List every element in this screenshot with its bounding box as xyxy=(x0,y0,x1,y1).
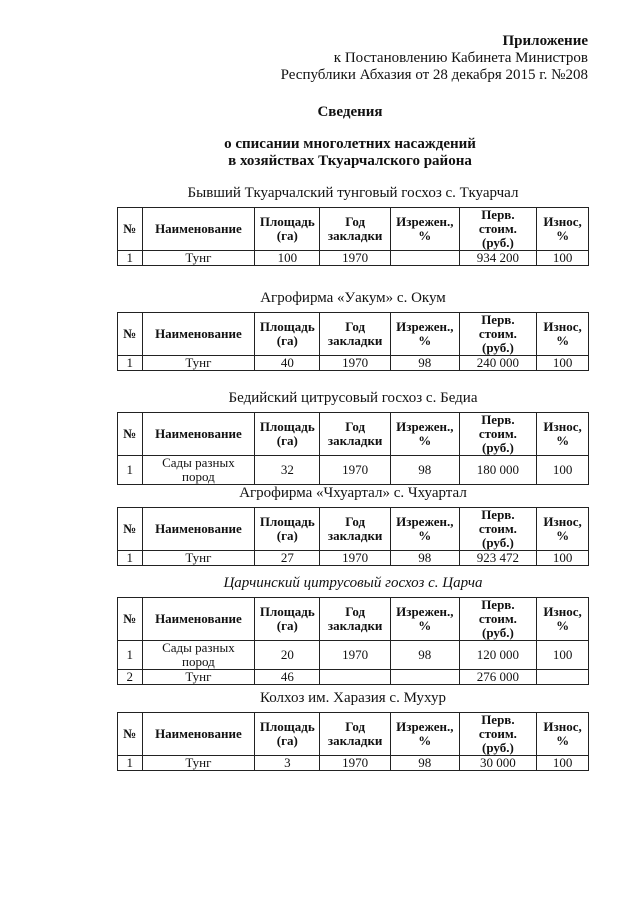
column-header: Износ, % xyxy=(537,508,589,551)
table-header-row xyxy=(118,598,589,641)
column-header: Наименование xyxy=(142,598,255,641)
column-header: Площадь (га) xyxy=(255,413,320,456)
table-cell: 1970 xyxy=(320,251,391,266)
document-title: Сведения xyxy=(317,104,383,120)
column-header: № xyxy=(118,508,143,551)
column-header: Наименование xyxy=(142,208,255,251)
table-cell: 100 xyxy=(537,356,589,371)
farm-title: Колхоз им. Харазия с. Мухур xyxy=(260,690,446,706)
column-header: Площадь (га) xyxy=(255,713,320,756)
table-cell: 100 xyxy=(255,251,320,266)
table-header-row xyxy=(118,208,589,251)
table-cell: 46 xyxy=(255,670,320,685)
column-header: Год закладки xyxy=(320,313,391,356)
column-header: Перв. стоим. (руб.) xyxy=(459,313,537,356)
table-cell: 20 xyxy=(255,641,320,670)
column-header: Год закладки xyxy=(320,508,391,551)
farm-section xyxy=(117,390,589,485)
farm-title: Агрофирма «Чхуартал» с. Чхуартал xyxy=(239,485,467,501)
farm-title: Агрофирма «Уакум» с. Окум xyxy=(260,290,446,306)
farm-section xyxy=(117,575,589,685)
column-header: Перв. стоим. (руб.) xyxy=(459,413,537,456)
table-cell: 276 000 xyxy=(459,670,537,685)
column-header: Площадь (га) xyxy=(255,208,320,251)
table-cell: 240 000 xyxy=(459,356,537,371)
table-cell: 1970 xyxy=(320,456,391,485)
table-cell: 98 xyxy=(391,551,460,566)
table-cell: 180 000 xyxy=(459,456,537,485)
table-cell: 1 xyxy=(118,456,143,485)
table-row xyxy=(118,251,589,266)
column-header: Перв. стоим. (руб.) xyxy=(459,713,537,756)
column-header: Износ, % xyxy=(537,598,589,641)
table-cell: 100 xyxy=(537,756,589,771)
table-cell: 1970 xyxy=(320,756,391,771)
plantings-table xyxy=(117,412,589,485)
column-header: Наименование xyxy=(142,508,255,551)
column-header: Год закладки xyxy=(320,208,391,251)
column-header: Изрежен., % xyxy=(391,508,460,551)
table-cell: Тунг xyxy=(142,670,255,685)
column-header: № xyxy=(118,713,143,756)
table-cell xyxy=(537,670,589,685)
table-cell: 120 000 xyxy=(459,641,537,670)
table-cell: 1 xyxy=(118,551,143,566)
column-header: № xyxy=(118,208,143,251)
table-cell: 1 xyxy=(118,756,143,771)
table-row xyxy=(118,551,589,566)
plantings-table xyxy=(117,207,589,266)
table-cell: 100 xyxy=(537,456,589,485)
column-header: Изрежен., % xyxy=(391,713,460,756)
table-cell: 40 xyxy=(255,356,320,371)
column-header: № xyxy=(118,413,143,456)
table-cell: 98 xyxy=(391,641,460,670)
table-cell: 1 xyxy=(118,641,143,670)
column-header: Наименование xyxy=(142,413,255,456)
table-cell xyxy=(391,670,460,685)
farm-title: Бедийский цитрусовый госхоз с. Бедиа xyxy=(228,390,478,406)
table-cell: 27 xyxy=(255,551,320,566)
farm-title: Бывший Ткуарчалский тунговый госхоз с. Ткуарчал xyxy=(187,185,519,201)
column-header: Изрежен., % xyxy=(391,208,460,251)
table-cell: 98 xyxy=(391,356,460,371)
table-header-row xyxy=(118,508,589,551)
column-header: Износ, % xyxy=(537,713,589,756)
table-row xyxy=(118,356,589,371)
table-row xyxy=(118,670,589,685)
appendix-label: Приложение xyxy=(502,33,588,49)
farm-section xyxy=(117,290,589,371)
table-cell: 3 xyxy=(255,756,320,771)
table-cell: 1970 xyxy=(320,641,391,670)
table-cell: 100 xyxy=(537,551,589,566)
column-header: Год закладки xyxy=(320,598,391,641)
column-header: Год закладки xyxy=(320,713,391,756)
table-cell: 30 000 xyxy=(459,756,537,771)
column-header: Площадь (га) xyxy=(255,508,320,551)
column-header: Изрежен., % xyxy=(391,313,460,356)
table-cell xyxy=(391,251,460,266)
column-header: № xyxy=(118,313,143,356)
table-cell: 934 200 xyxy=(459,251,537,266)
column-header: № xyxy=(118,598,143,641)
table-cell xyxy=(320,670,391,685)
table-cell: Сады разных пород xyxy=(142,456,255,485)
column-header: Изрежен., % xyxy=(391,598,460,641)
column-header: Площадь (га) xyxy=(255,313,320,356)
column-header: Перв. стоим. (руб.) xyxy=(459,508,537,551)
column-header: Изрежен., % xyxy=(391,413,460,456)
table-row xyxy=(118,456,589,485)
table-cell: 1970 xyxy=(320,356,391,371)
table-cell: Тунг xyxy=(142,251,255,266)
column-header: Износ, % xyxy=(537,413,589,456)
table-cell: 1 xyxy=(118,356,143,371)
table-header-row xyxy=(118,713,589,756)
column-header: Площадь (га) xyxy=(255,598,320,641)
plantings-table xyxy=(117,597,589,685)
column-header: Перв. стоим. (руб.) xyxy=(459,208,537,251)
table-cell: Тунг xyxy=(142,756,255,771)
column-header: Наименование xyxy=(142,313,255,356)
table-header-row xyxy=(118,313,589,356)
document-subtitle-1: о списании многолетних насаждений xyxy=(224,136,476,152)
plantings-table xyxy=(117,312,589,371)
decree-line-1: к Постановлению Кабинета Министров xyxy=(333,50,588,66)
farm-section xyxy=(117,690,589,771)
table-cell: 923 472 xyxy=(459,551,537,566)
decree-line-2: Республики Абхазия от 28 декабря 2015 г. №208 xyxy=(280,67,588,83)
farm-section xyxy=(117,185,589,266)
table-cell: 32 xyxy=(255,456,320,485)
table-cell: 1970 xyxy=(320,551,391,566)
document-subtitle-2: в хозяйствах Ткуарчалского района xyxy=(228,153,472,169)
column-header: Год закладки xyxy=(320,413,391,456)
table-row xyxy=(118,641,589,670)
table-cell: 98 xyxy=(391,456,460,485)
table-cell: 98 xyxy=(391,756,460,771)
farm-section xyxy=(117,485,589,566)
table-cell: 100 xyxy=(537,251,589,266)
column-header: Износ, % xyxy=(537,313,589,356)
table-cell: 1 xyxy=(118,251,143,266)
table-cell: 100 xyxy=(537,641,589,670)
plantings-table xyxy=(117,712,589,771)
plantings-table xyxy=(117,507,589,566)
farm-title: Царчинский цитрусовый госхоз с. Царча xyxy=(223,575,483,591)
table-cell: Тунг xyxy=(142,356,255,371)
table-cell: Тунг xyxy=(142,551,255,566)
column-header: Наименование xyxy=(142,713,255,756)
table-cell: Сады разных пород xyxy=(142,641,255,670)
column-header: Перв. стоим. (руб.) xyxy=(459,598,537,641)
table-header-row xyxy=(118,413,589,456)
column-header: Износ, % xyxy=(537,208,589,251)
table-cell: 2 xyxy=(118,670,143,685)
table-row xyxy=(118,756,589,771)
